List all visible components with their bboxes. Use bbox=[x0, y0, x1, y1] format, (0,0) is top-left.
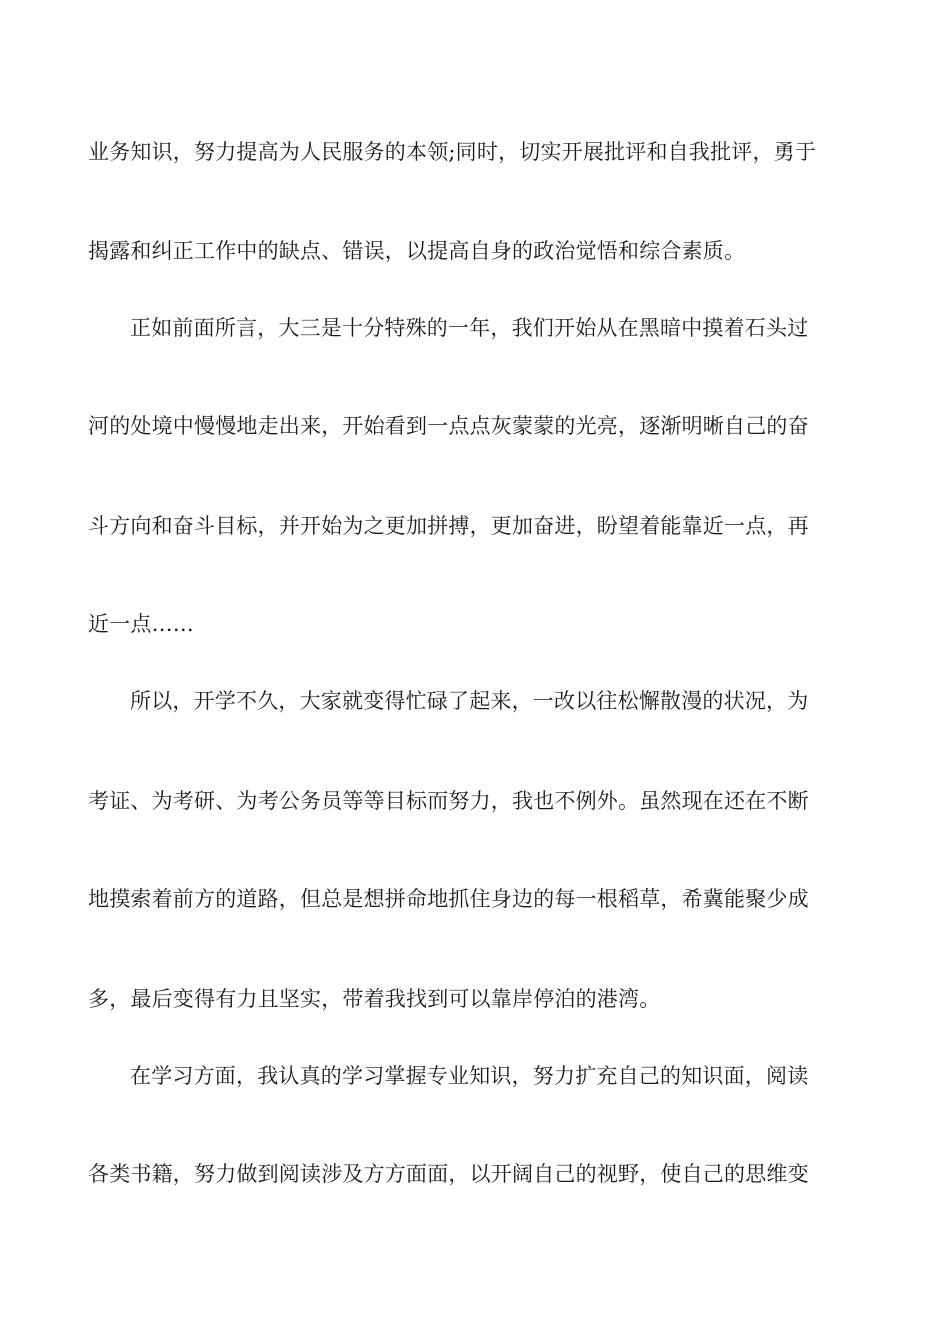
text-line-9: 地摸索着前方的道路，但总是想拼命地抓住身边的每一根稻草，希冀能聚少成 bbox=[88, 887, 809, 911]
text-line-6: 近一点…… bbox=[88, 612, 194, 636]
text-line-1: 业务知识，努力提高为人民服务的本领;同时，切实开展批评和自我批评，勇于 bbox=[88, 140, 817, 164]
text-line-3: 正如前面所言，大三是十分特殊的一年，我们开始从在黑暗中摸着石头过 bbox=[130, 316, 809, 340]
text-line-2: 揭露和纠正工作中的缺点、错误，以提高自身的政治觉悟和综合素质。 bbox=[88, 239, 746, 263]
text-line-5: 斗方向和奋斗目标，并开始为之更加拼搏，更加奋进，盼望着能靠近一点，再 bbox=[88, 514, 809, 538]
text-line-11: 在学习方面，我认真的学习掌握专业知识，努力扩充自己的知识面，阅读 bbox=[130, 1064, 809, 1088]
text-line-7: 所以，开学不久，大家就变得忙碌了起来，一改以往松懈散漫的状况，为 bbox=[130, 689, 809, 713]
text-line-12: 各类书籍，努力做到阅读涉及方方面面，以开阔自己的视野，使自己的思维变 bbox=[88, 1162, 809, 1186]
text-line-8: 考证、为考研、为考公务员等等目标而努力，我也不例外。虽然现在还在不断 bbox=[88, 789, 809, 813]
text-line-10: 多，最后变得有力且坚实，带着我找到可以靠岸停泊的港湾。 bbox=[88, 987, 661, 1011]
text-line-4: 河的处境中慢慢地走出来，开始看到一点点灰蒙蒙的光亮，逐渐明晰自己的奋 bbox=[88, 414, 809, 438]
